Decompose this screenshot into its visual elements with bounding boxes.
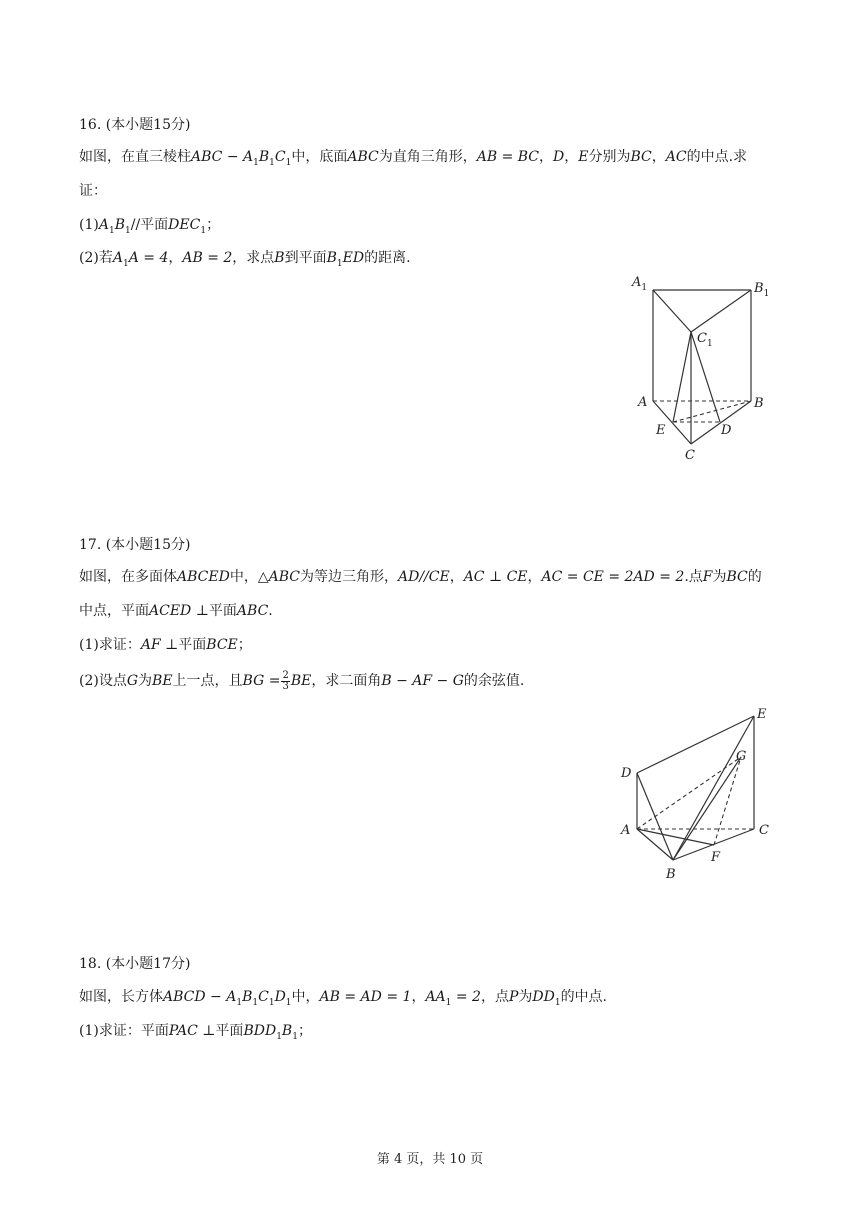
q17-part1: (1)求证：AF ⊥平面BCE； (79, 637, 252, 653)
q17-stem-line1: 如图，在多面体ABCED中，△ABC为等边三角形，AD//CE，AC ⊥ CE，AC = CE = 2AD = 2.点F为BC的 (79, 569, 762, 585)
label-F: F (711, 850, 721, 865)
label-C: C (685, 448, 695, 463)
label-D: D (721, 423, 732, 438)
q16-part1: $(1)A_1B_1//$平面$DEC_1$； (79, 217, 221, 236)
q17-stem-line2: 中点，平面ACED ⊥平面ABC. (79, 603, 273, 619)
fraction-two-thirds: $\frac{2}{3}$ (282, 669, 289, 692)
label-C1: $C_1$ (697, 331, 713, 349)
q16-heading: 16. (本小题15分) (79, 117, 191, 133)
q16-stem-line1: 如图，在直三棱柱ABC − $A_1B_1C_1$中，底面ABC为直角三角形，AB = BC，D，E分别为BC，AC的中点.求 (79, 149, 748, 168)
label-E: E (656, 423, 666, 438)
label-D: D (621, 766, 632, 781)
label-C: C (759, 823, 769, 838)
q16-part2: (2)若$A_1A = 4$，AB = 2，求点B到平面$B_1ED$的距离. (79, 250, 411, 269)
q16-stem-line2: 证： (79, 183, 107, 199)
q18-stem: 如图，长方体ABCD − $A_1B_1C_1D_1$中，AB = AD = 1，$AA_1 = 2$，点P为$DD_1$的中点. (79, 989, 608, 1008)
page-footer: 第 4 页，共 10 页 (376, 1152, 484, 1167)
q16-prism-figure (620, 268, 790, 468)
label-A1: $A_1$ (632, 275, 648, 293)
q17-heading: 17. (本小题15分) (79, 537, 191, 553)
q18-heading: 18. (本小题17分) (79, 956, 191, 972)
label-B1: $B_1$ (754, 281, 770, 299)
label-A: A (638, 395, 648, 410)
q17-part2: (2)设点G为BE上一点，且BG = $\frac{2}{3}$ BE，求二面角B − AF − G的余弦值. (79, 669, 525, 692)
label-E: E (757, 707, 767, 722)
label-B: B (754, 396, 764, 411)
label-A: A (621, 823, 631, 838)
q17-polyhedron-figure (610, 700, 790, 890)
label-B: B (666, 867, 676, 882)
label-G: G (736, 749, 747, 764)
q18-part1: (1)求证：平面PAC ⊥平面$BDD_1B_1$； (79, 1023, 312, 1042)
